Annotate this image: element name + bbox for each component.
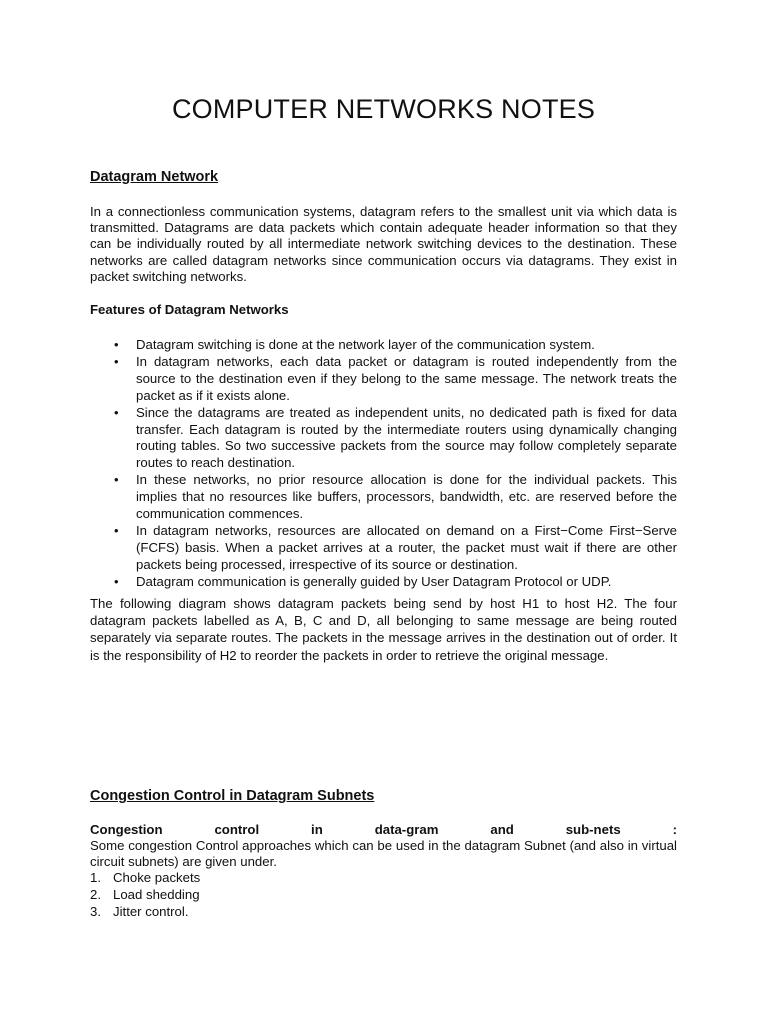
list-number: 2. (90, 886, 101, 902)
congestion-control-subheading (90, 822, 677, 838)
section-heading-datagram-network: Datagram Network (90, 169, 219, 185)
congestion-intro-paragraph: Some congestion Control approaches which can be used in the datagram Subnet (and also in virtual circuit subnets) are given under. (90, 838, 677, 870)
cc-word: data-gram (374, 822, 439, 837)
list-item (90, 904, 200, 921)
list-item (90, 523, 677, 574)
list-item (90, 870, 200, 887)
document-title: COMPUTER NETWORKS NOTES (171, 94, 596, 124)
list-item (90, 405, 677, 473)
bullet-icon: • (114, 573, 119, 589)
cc-word: : (672, 822, 677, 837)
list-item (90, 472, 677, 523)
list-item (90, 354, 677, 405)
cc-word: Congestion (90, 822, 163, 837)
list-item-text: Since the datagrams are treated as independent units, no dedicated path is fixed for data transfer. Each datagram is routed by the intermediate routers using dynamically changing routing tables. So two successive packets from the source may follow completely separate routes to reach destination. (136, 404, 677, 471)
features-heading: Features of Datagram Networks (90, 302, 289, 317)
list-item-text: In datagram networks, resources are allocated on demand on a First−Come First−Serve (FCFS) basis. When a packet arrives at a router, the packet must wait if there are other packets being processed, irrespective of its source or destination. (136, 522, 677, 572)
approaches-list (90, 870, 200, 920)
bullet-icon: • (114, 353, 119, 369)
cc-word: in (311, 822, 323, 837)
list-item-text: Datagram communication is generally guided by User Datagram Protocol or UDP. (136, 573, 612, 589)
bullet-icon: • (114, 404, 119, 420)
list-number: 1. (90, 870, 101, 885)
section-heading-congestion-control: Congestion Control in Datagram Subnets (90, 788, 375, 804)
datagram-intro-paragraph: In a connectionless communication systems, datagram refers to the smallest unit via which data is transmitted. Datagrams are data packets which contain adequate header information so that they can be individually routed by all intermediate network switching devices to the destination. These networks are called datagram networks since communication occurs via datagrams. They exist in packet switching networks. (90, 204, 677, 284)
list-item-text: Datagram switching is done at the network layer of the communication system. (136, 337, 595, 352)
list-item (90, 887, 200, 904)
bullet-icon: • (114, 522, 119, 538)
list-item-text: Jitter control. (113, 903, 189, 919)
features-list (90, 337, 677, 591)
list-item-text: Load shedding (113, 886, 200, 902)
list-item-text: In datagram networks, each data packet or datagram is routed independently from the source to the destination even if they belong to the same message. The network treats the packet as if it exists alone. (136, 353, 677, 403)
list-item (90, 337, 677, 354)
list-item-text: In these networks, no prior resource allocation is done for the individual packets. This implies that no resources like buffers, processors, bandwidth, etc. are reserved before the communication commences. (136, 472, 677, 522)
cc-word: sub-nets (565, 822, 621, 837)
list-item (90, 574, 677, 591)
cc-word: control (214, 822, 260, 837)
list-item-text: Choke packets (113, 870, 201, 885)
list-number: 3. (90, 903, 101, 919)
bullet-icon: • (114, 472, 119, 488)
cc-word: and (490, 822, 514, 837)
diagram-description-paragraph: The following diagram shows datagram packets being send by host H1 to host H2. The four datagram packets labelled as A, B, C and D, all belonging to same message are being routed separately via separate routes. The packets in the message arrives in the destination out of order. It is the responsibility of H2 to reorder the packets in order to retrieve the original message. (90, 596, 677, 663)
bullet-icon: • (114, 337, 119, 352)
